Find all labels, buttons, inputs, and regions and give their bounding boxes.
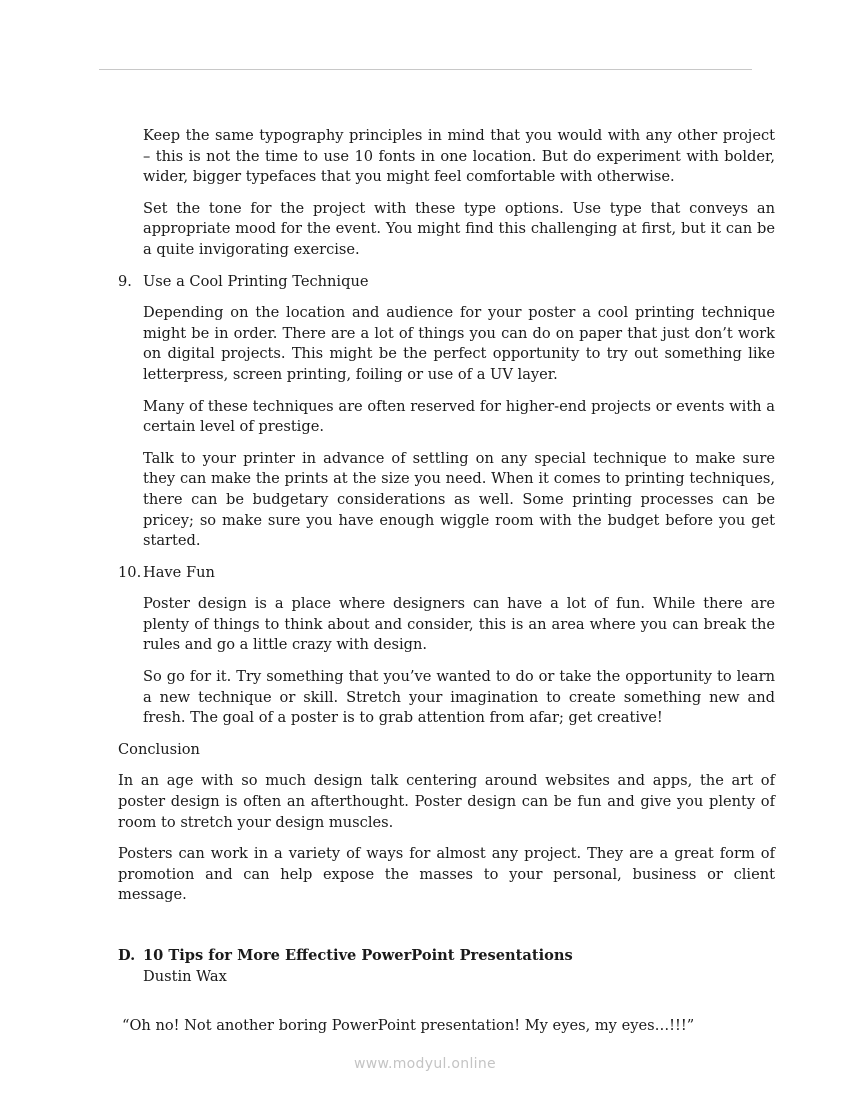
tip-10-heading xyxy=(118,563,775,584)
paragraph: Poster design is a place where designers can have a lot of fun. While there are plenty of things to think about and consider, this is an area where you can break the rules and go a little crazy with design. xyxy=(143,595,775,654)
list-number: 9. xyxy=(118,272,132,290)
watermark: www.modyul.online xyxy=(354,1056,496,1072)
paragraph: Posters can work in a variety of ways for almost any project. They are a great form of promotion and can help expose the masses to your personal, business or client message. xyxy=(118,845,775,904)
list-title: Have Fun xyxy=(143,563,215,581)
list-number: 10. xyxy=(118,563,142,581)
paragraph: Depending on the location and audience for your poster a cool printing technique might be in order. There are a lot of things you can do on paper that just don’t work on digital projects. This might be the perfect opportunity to try out something like letterpress, screen printing, foiling or use of a UV layer. xyxy=(143,304,775,383)
header-divider xyxy=(99,69,752,70)
paragraph: Many of these techniques are often reserved for higher-end projects or events with a certain level of prestige. xyxy=(143,397,775,436)
paragraph: So go for it. Try something that you’ve wanted to do or take the opportunity to learn a new technique or skill. Stretch your imagination to create something new and fresh. The goal of a poster is to grab attention from afar; get creative! xyxy=(143,668,775,727)
paragraph: Talk to your printer in advance of settling on any special technique to make sure they can make the prints at the size you need. When it comes to printing techniques, there can be budgetary considerations as well. Some printing processes can be pricey; so make sure you have enough wiggle room with the budget before you get started. xyxy=(143,449,775,550)
page-content xyxy=(118,126,775,1037)
tip-9-heading xyxy=(118,272,775,293)
section-letter: D. xyxy=(118,947,136,964)
paragraph: Keep the same typography principles in mind that you would with any other project – this is not the time to use 10 fonts in one location. But do experiment with bolder, wider, bigger typefaces that you might feel comfortable with otherwise. xyxy=(143,127,775,186)
author-name: Dustin Wax xyxy=(143,967,227,985)
list-title: Use a Cool Printing Technique xyxy=(143,272,369,290)
section-title: 10 Tips for More Effective PowerPoint Presentations xyxy=(143,947,573,964)
paragraph: In an age with so much design talk centering around websites and apps, the art of poster design is often an afterthought. Poster design can be fun and give you plenty of room to stretch your design muscles. xyxy=(118,772,775,831)
opening-quote: “Oh no! Not another boring PowerPoint presentation! My eyes, my eyes…!!!” xyxy=(122,1017,695,1035)
section-d-heading xyxy=(118,946,775,967)
conclusion-heading: Conclusion xyxy=(118,740,200,758)
paragraph: Set the tone for the project with these type options. Use type that conveys an appropriate mood for the event. You might find this challenging at first, but it can be a quite invigorating exercise. xyxy=(143,199,775,258)
